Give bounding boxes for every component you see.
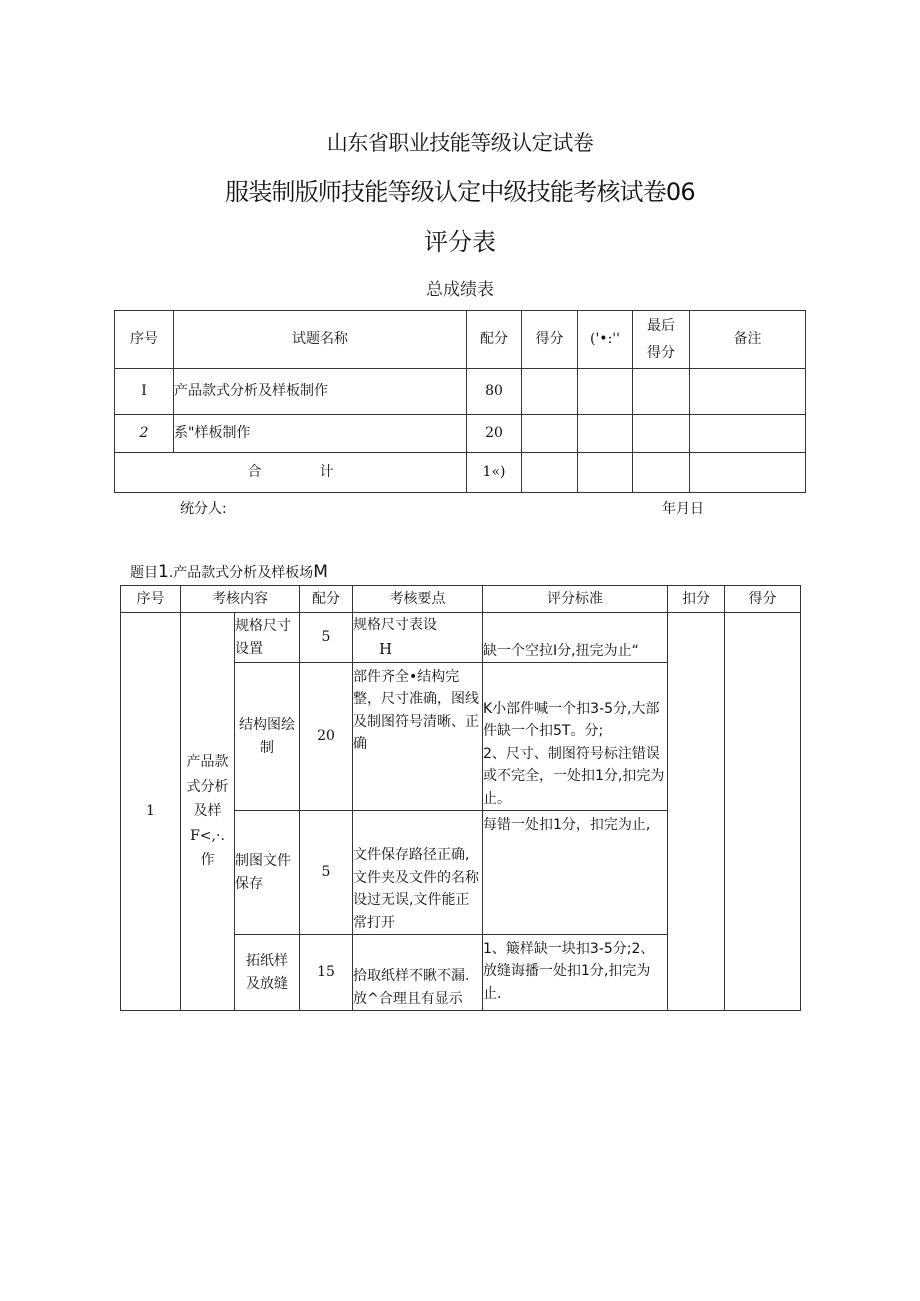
header-final-top: 最后 (647, 318, 675, 335)
row-seq: I (115, 369, 174, 415)
header-final-bottom: 得分 (647, 344, 675, 361)
total-label-left: 合 (247, 464, 262, 481)
item-point: 拾取纸样不瞅不漏.放^合理且有显示 (353, 935, 483, 1011)
row-got-cell (522, 369, 578, 415)
item-name (235, 613, 300, 663)
header-got: 得分 (522, 311, 578, 369)
item-standard: K小部件喊一个扣3-5分,大部件缺一个扣5T。分; 2、尺寸、制图符号标注错误或不完全，一处扣1分,扣完为止。 (483, 663, 668, 811)
header-final (633, 311, 690, 369)
header-standard: 评分标准 (483, 586, 668, 613)
item-name-line: 规格尺寸 (235, 618, 291, 635)
header-weight: ('•:'' (578, 311, 633, 369)
detail-row-1 (121, 613, 801, 663)
category-line: F<,·. (190, 827, 225, 844)
detail-seq: 1 (121, 613, 181, 1011)
item-score: 5 (300, 613, 353, 663)
item-score: 15 (300, 935, 353, 1011)
category-line: 作 (200, 852, 215, 869)
header-score: 配分 (300, 586, 353, 613)
detail-score-table (120, 585, 801, 1011)
header-remark: 备注 (690, 311, 806, 369)
item-point: 部件齐全•结构完整，尺寸准确，图线及制图符号清晰、正确 (353, 663, 483, 811)
detail-table-title (130, 562, 328, 582)
summary-row-2 (115, 415, 806, 453)
row-remark-cell (690, 369, 806, 415)
header-score: 配分 (467, 311, 522, 369)
row-final-cell (633, 369, 690, 415)
item-name-line: 制图文件 (235, 853, 291, 870)
item-name-line: 及放缝 (246, 975, 288, 992)
item-score: 5 (300, 811, 353, 935)
item-standard: 1、簸样缺一块扣3-5分;2、放缝诲播一处扣1分,扣完为止. (483, 935, 668, 1011)
total-label-right: 计 (319, 464, 334, 481)
item-name-line: 结构图绘 (239, 717, 295, 734)
item-point (353, 613, 483, 663)
item-point-line: H (379, 639, 393, 658)
item-name-line: 制 (260, 739, 274, 756)
detail-deduct-cell (668, 613, 725, 1011)
header-content: 考核内容 (181, 586, 300, 613)
score-sheet-title: 评分表 (424, 228, 496, 256)
item-standard: 缺一个空拉I分,扭完为止“ (483, 613, 668, 663)
detail-category (181, 613, 235, 1011)
summary-score-table (114, 310, 806, 493)
title-num: 1 (158, 562, 169, 582)
item-standard: 每错一处扣1分，扣完为止, (483, 811, 668, 935)
total-remark-cell (690, 453, 806, 493)
row-seq: 2 (115, 415, 174, 453)
title-suffix: M (313, 562, 328, 582)
item-name-line: 设置 (235, 640, 263, 657)
summary-total-row (115, 453, 806, 493)
row-final-cell (633, 415, 690, 453)
item-name-line: 保存 (235, 875, 263, 892)
summary-row-1 (115, 369, 806, 415)
row-name: 系"样板制作 (174, 415, 467, 453)
detail-header-row (121, 586, 801, 613)
item-name (235, 663, 300, 811)
scorer-label: 统分人: (180, 501, 227, 517)
total-final-cell (633, 453, 690, 493)
total-label (115, 453, 467, 493)
summary-table-title: 总成绩表 (426, 280, 494, 300)
header-seq: 序号 (121, 586, 181, 613)
row-weight-cell (578, 415, 633, 453)
header-seq: 序号 (115, 311, 174, 369)
header-deduct: 扣分 (668, 586, 725, 613)
row-remark-cell (690, 415, 806, 453)
title-prefix: 题目 (130, 565, 158, 581)
total-weight-cell (578, 453, 633, 493)
item-name-line: 拓纸样 (246, 953, 288, 970)
item-point-line: 规格尺寸表设 (353, 617, 437, 634)
row-got-cell (522, 415, 578, 453)
item-point: 文件保存路径正确,文件夹及文件的名称设过无误,文件能正常打开 (353, 811, 483, 935)
exam-title: 服装制版师技能等级认定中级技能考核试卷06 (225, 178, 695, 206)
category-line: 式分析 (186, 778, 229, 795)
item-name (235, 935, 300, 1011)
summary-header-row (115, 311, 806, 369)
item-name (235, 811, 300, 935)
item-score: 20 (300, 663, 353, 811)
header-name: 试题名称 (174, 311, 467, 369)
category-line: 及样 (193, 803, 222, 820)
date-label: 年月日 (662, 501, 704, 517)
row-weight-cell (578, 369, 633, 415)
row-name: 产品款式分析及样板制作 (174, 369, 467, 415)
total-score: 1«) (467, 453, 522, 493)
detail-got-cell (725, 613, 801, 1011)
header-points: 考核要点 (353, 586, 483, 613)
exam-authority-title: 山东省职业技能等级认定试卷 (326, 131, 594, 155)
title-text: .产品款式分析及样板场 (168, 565, 314, 581)
row-score: 80 (467, 369, 522, 415)
row-score: 20 (467, 415, 522, 453)
total-got-cell (522, 453, 578, 493)
header-got: 得分 (725, 586, 801, 613)
category-line: 产品款 (186, 754, 229, 771)
